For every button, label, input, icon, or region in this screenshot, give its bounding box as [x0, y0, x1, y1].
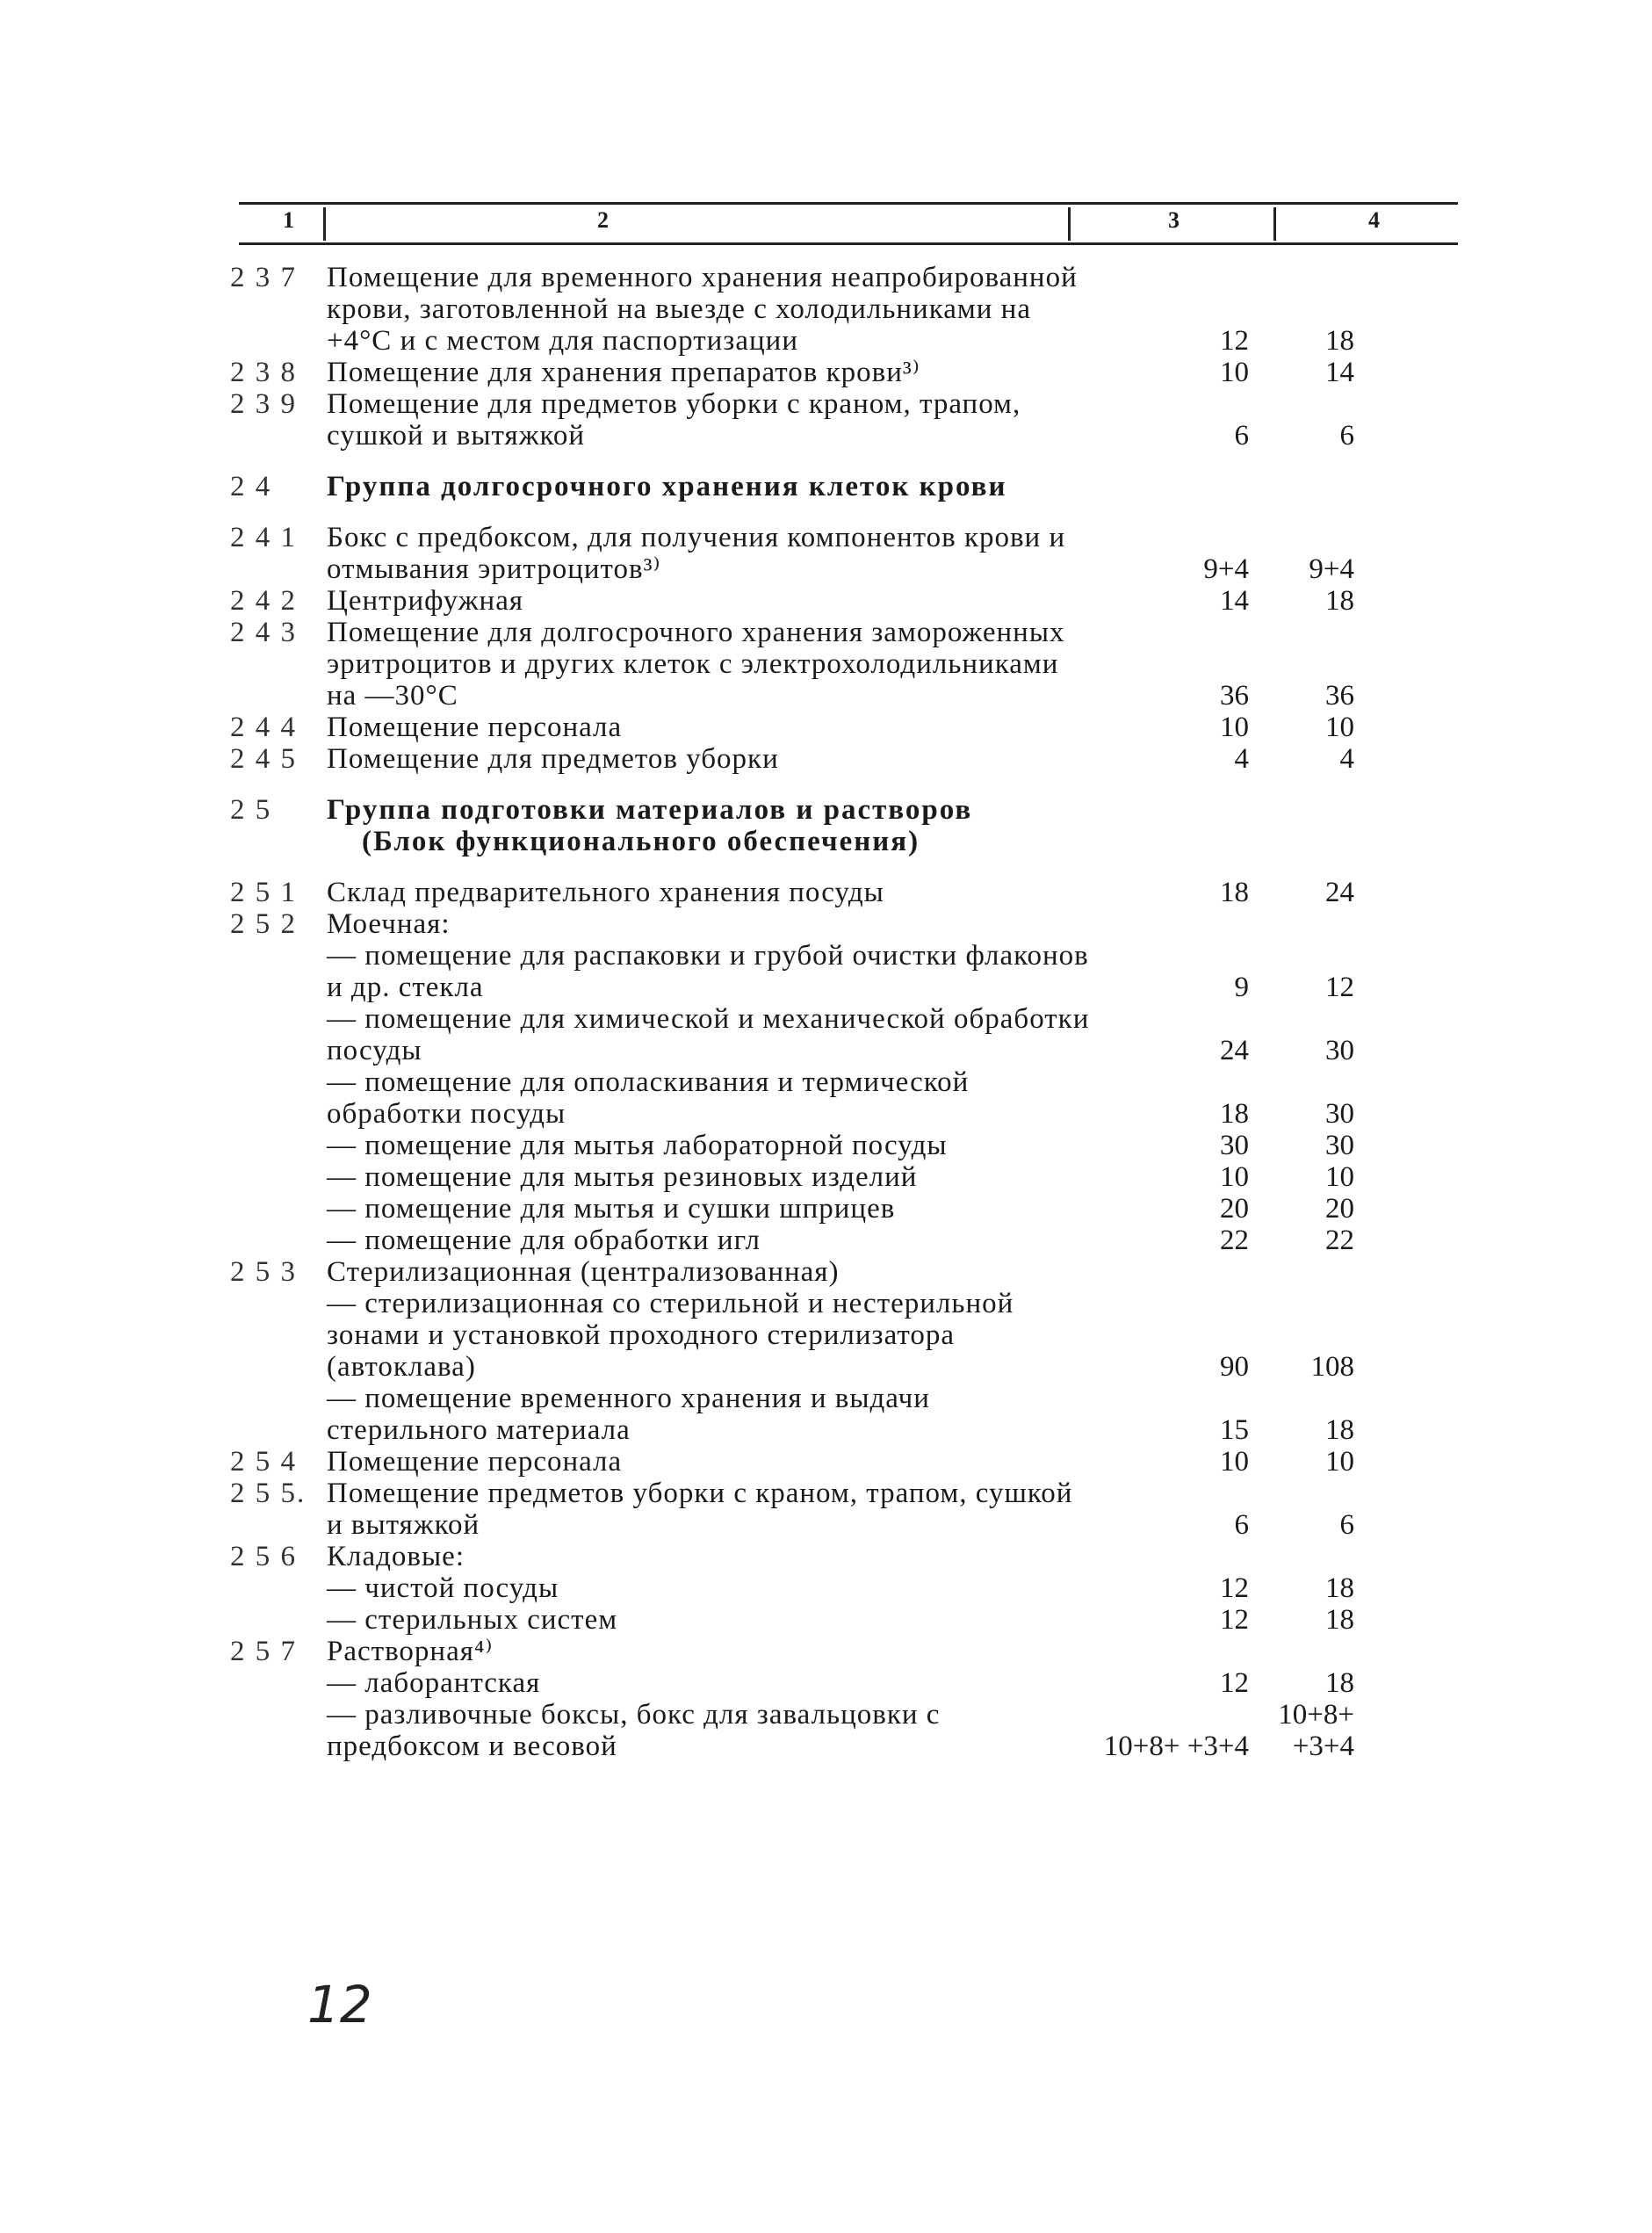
row-description-text: — стерилизационная со стерильной и нестерильной зонами и установкой проходного стерилизатора (автоклава) [327, 1288, 1014, 1383]
row-description [327, 502, 1091, 585]
row-description [327, 1446, 1091, 1478]
row-description [327, 452, 1091, 502]
row-description-text: Центрифужная [327, 585, 524, 617]
table-row [230, 388, 1365, 452]
row-description [327, 1699, 1091, 1762]
header-top-rule [239, 202, 1458, 205]
row-description [327, 1193, 1091, 1225]
row-description-text: — помещение для распаковки и грубой очистки флаконов и др. стекла [327, 940, 1089, 1003]
row-number: 2 4 2 [230, 585, 297, 617]
row-value-col4: 10 [1325, 1446, 1354, 1478]
row-description [327, 743, 1091, 775]
row-value-col4: 36 [1325, 680, 1354, 712]
row-value-col4: 12 [1325, 972, 1354, 1003]
row-description [327, 1541, 1091, 1572]
row-description-text: Помещение для временного хранения неапробированной крови, заготовленной на выезде с холодильниками на +4°С и с местом для паспортизации [327, 262, 1078, 357]
row-number [230, 1667, 327, 1699]
row-value-col4: 22 [1325, 1225, 1354, 1256]
table-row [230, 743, 1365, 775]
row-description [327, 388, 1091, 452]
row-description-text: Стерилизационная (централизованная) [327, 1256, 840, 1288]
row-number [230, 1604, 327, 1636]
row-value-col4: 9+4 [1309, 553, 1354, 585]
row-number [230, 1003, 327, 1066]
row-description-subtitle: (Блок функционального обеспечения) [362, 826, 920, 857]
row-value-col3: 9+4 [1203, 553, 1249, 585]
row-number [230, 1130, 327, 1161]
table-row [230, 1130, 1365, 1161]
row-description-text: Помещение для предметов уборки с краном, трапом, сушкой и вытяжкой [327, 388, 1021, 452]
table-row [230, 617, 1365, 712]
row-number [230, 1288, 327, 1383]
row-description [327, 1130, 1091, 1161]
row-description-text: Помещение персонала [327, 712, 623, 743]
row-number [230, 1193, 327, 1225]
row-description [327, 357, 1091, 388]
row-number: 2 5 2 [230, 908, 297, 940]
table-row [230, 262, 1365, 357]
row-description [327, 1572, 1091, 1604]
row-value-col4 [1249, 908, 1365, 940]
row-description-text: — помещение для мытья лабораторной посуды [327, 1130, 948, 1161]
row-number: 2 4 1 [230, 522, 297, 553]
row-number: 2 5 1 [230, 877, 297, 908]
row-description [327, 940, 1091, 1003]
row-value-col4: 30 [1325, 1130, 1354, 1161]
row-description-text: — помещение для мытья и сушки шприцев [327, 1193, 896, 1225]
row-value-col4: 108 [1310, 1351, 1354, 1383]
table-row [230, 1636, 1365, 1667]
table-row [230, 1667, 1365, 1699]
row-value-col4: 10 [1325, 1161, 1354, 1193]
row-value-col3: 12 [1220, 1572, 1249, 1604]
row-number: 2 4 [230, 471, 272, 502]
row-description-text: — помещение для обработки игл [327, 1225, 761, 1256]
header-divider [1068, 207, 1071, 241]
table-row [230, 585, 1365, 617]
header-col-1: 1 [283, 207, 294, 233]
row-value-col4: 30 [1325, 1098, 1354, 1130]
table-row [230, 1604, 1365, 1636]
row-description [327, 617, 1091, 712]
row-value-col3 [1091, 452, 1249, 502]
row-description [327, 1161, 1091, 1193]
row-number: 2 5 5. [230, 1478, 307, 1509]
table-row [230, 1225, 1365, 1256]
row-description-text: — стерильных систем [327, 1604, 618, 1636]
row-value-col3: 15 [1220, 1414, 1249, 1446]
table-header [239, 195, 1458, 248]
table-row [230, 857, 1365, 908]
row-value-col4: 18 [1325, 325, 1354, 357]
row-value-col3: 4 [1234, 743, 1249, 775]
row-description-text: — помещение для мытья резиновых изделий [327, 1161, 918, 1193]
row-value-col4: 20 [1325, 1193, 1354, 1225]
table-row [230, 1383, 1365, 1446]
table-row [230, 1161, 1365, 1193]
table-row [230, 712, 1365, 743]
row-value-col3: 36 [1220, 680, 1249, 712]
row-description [327, 908, 1091, 940]
row-value-col3 [1091, 1636, 1249, 1667]
table-row [230, 1288, 1365, 1383]
row-description-text: Помещение персонала [327, 1446, 623, 1478]
row-number: 2 3 8 [230, 357, 297, 388]
row-value-col4: 18 [1325, 1572, 1354, 1604]
row-value-col3: 12 [1220, 325, 1249, 357]
row-description-text: — разливочные боксы, бокс для завальцовки с предбоксом и весовой [327, 1699, 941, 1762]
row-description [327, 775, 1091, 857]
row-value-col4: 18 [1325, 585, 1354, 617]
row-value-col4: 4 [1339, 743, 1354, 775]
row-number: 2 3 9 [230, 388, 297, 420]
row-value-col3: 6 [1234, 1509, 1249, 1541]
row-value-col3: 90 [1220, 1351, 1249, 1383]
row-number: 2 5 7 [230, 1636, 297, 1667]
row-description [327, 1636, 1091, 1667]
row-value-col3: 24 [1220, 1035, 1249, 1066]
row-value-col3: 18 [1220, 1098, 1249, 1130]
row-number: 2 3 7 [230, 262, 297, 293]
table-row [230, 1478, 1365, 1541]
table-row [230, 357, 1365, 388]
row-value-col4: 10+8+ +3+4 [1278, 1699, 1354, 1762]
row-description [327, 1604, 1091, 1636]
row-description [327, 262, 1091, 357]
row-description-text: Группа подготовки материалов и растворов [327, 794, 973, 826]
row-description-text: Кладовые: [327, 1541, 465, 1572]
header-col-3: 3 [1168, 207, 1179, 233]
row-value-col4: 6 [1339, 420, 1354, 452]
table-row [230, 1066, 1365, 1130]
table-row [230, 502, 1365, 585]
row-value-col3 [1091, 1256, 1249, 1288]
row-value-col4 [1249, 1541, 1365, 1572]
row-number: 2 5 6 [230, 1541, 297, 1572]
row-number: 2 4 3 [230, 617, 297, 648]
row-description [327, 712, 1091, 743]
row-value-col3: 22 [1220, 1225, 1249, 1256]
row-description [327, 1256, 1091, 1288]
row-description-text: Склад предварительного хранения посуды [327, 877, 884, 908]
row-number [230, 1572, 327, 1604]
row-description-text: Помещение предметов уборки с краном, трапом, сушкой и вытяжкой [327, 1478, 1073, 1541]
row-value-col4 [1249, 775, 1365, 857]
row-number: 2 5 [230, 794, 272, 826]
row-value-col3 [1091, 908, 1249, 940]
table-row [230, 1193, 1365, 1225]
row-value-col4: 24 [1325, 877, 1354, 908]
row-value-col3: 12 [1220, 1604, 1249, 1636]
row-description [327, 1288, 1091, 1383]
row-description-text: Группа долгосрочного хранения клеток крови [327, 471, 1007, 502]
table-row [230, 1572, 1365, 1604]
row-value-col4: 18 [1325, 1604, 1354, 1636]
row-description-text: Помещение для хранения препаратов крови³⁾ [327, 357, 920, 388]
row-description [327, 1478, 1091, 1541]
table-row [230, 1699, 1365, 1762]
row-number [230, 1225, 327, 1256]
row-value-col4 [1249, 1636, 1365, 1667]
row-value-col4: 10 [1325, 712, 1354, 743]
row-value-col4 [1249, 1256, 1365, 1288]
row-value-col3: 10 [1220, 1161, 1249, 1193]
row-value-col3 [1091, 775, 1249, 857]
row-value-col3: 14 [1220, 585, 1249, 617]
row-value-col3 [1091, 1541, 1249, 1572]
rooms-table [230, 262, 1365, 1762]
row-description [327, 857, 1091, 908]
row-value-col4: 30 [1325, 1035, 1354, 1066]
row-number [230, 940, 327, 1003]
row-description [327, 1003, 1091, 1066]
row-number [230, 1383, 327, 1446]
row-description [327, 1383, 1091, 1446]
table-row [230, 908, 1365, 940]
row-value-col4: 18 [1325, 1667, 1354, 1699]
row-description-text: — лаборантская [327, 1667, 541, 1699]
row-number [230, 1066, 327, 1130]
page-number: 12 [307, 1975, 372, 2034]
table-row [230, 940, 1365, 1003]
header-col-2: 2 [597, 207, 609, 233]
row-number [230, 1699, 327, 1762]
row-value-col3: 9 [1234, 972, 1249, 1003]
table-row [230, 1256, 1365, 1288]
header-bottom-rule [239, 242, 1458, 245]
row-value-col3: 10 [1220, 1446, 1249, 1478]
row-value-col4: 14 [1325, 357, 1354, 388]
row-description-text: Помещение для предметов уборки [327, 743, 779, 775]
table-row [230, 775, 1365, 857]
row-value-col3: 18 [1220, 877, 1249, 908]
row-description-text: Моечная: [327, 908, 451, 940]
table-row [230, 452, 1365, 502]
header-divider [323, 207, 326, 241]
header-col-4: 4 [1368, 207, 1380, 233]
row-description-text: — помещение временного хранения и выдачи стерильного материала [327, 1383, 930, 1446]
row-description [327, 1225, 1091, 1256]
row-number: 2 4 5 [230, 743, 297, 775]
table-row [230, 1541, 1365, 1572]
row-description-text: Бокс с предбоксом, для получения компонентов крови и отмывания эритроцитов³⁾ [327, 522, 1066, 585]
row-value-col3: 10+8+ +3+4 [1103, 1731, 1249, 1762]
row-description [327, 585, 1091, 617]
row-value-col3: 10 [1220, 357, 1249, 388]
row-number: 2 5 4 [230, 1446, 297, 1478]
header-divider [1273, 207, 1276, 241]
row-value-col3: 10 [1220, 712, 1249, 743]
row-value-col4: 6 [1339, 1509, 1354, 1541]
row-value-col4: 18 [1325, 1414, 1354, 1446]
row-description-text: — чистой посуды [327, 1572, 559, 1604]
row-description-text: — помещение для химической и механической обработки посуды [327, 1003, 1090, 1066]
row-description [327, 1066, 1091, 1130]
table-row [230, 1003, 1365, 1066]
table-row [230, 1446, 1365, 1478]
row-value-col3: 20 [1220, 1193, 1249, 1225]
row-value-col3: 30 [1220, 1130, 1249, 1161]
row-description-text: — помещение для ополаскивания и термической обработки посуды [327, 1066, 970, 1130]
row-number: 2 5 3 [230, 1256, 297, 1288]
row-value-col3: 6 [1234, 420, 1249, 452]
row-number: 2 4 4 [230, 712, 297, 743]
row-description [327, 1667, 1091, 1699]
row-value-col3: 12 [1220, 1667, 1249, 1699]
row-number [230, 1161, 327, 1193]
row-description-text: Растворная⁴⁾ [327, 1636, 494, 1667]
row-value-col4 [1249, 452, 1365, 502]
row-description-text: Помещение для долгосрочного хранения замороженных эритроцитов и других клеток с электрохолодильниками на —30°С [327, 617, 1065, 712]
